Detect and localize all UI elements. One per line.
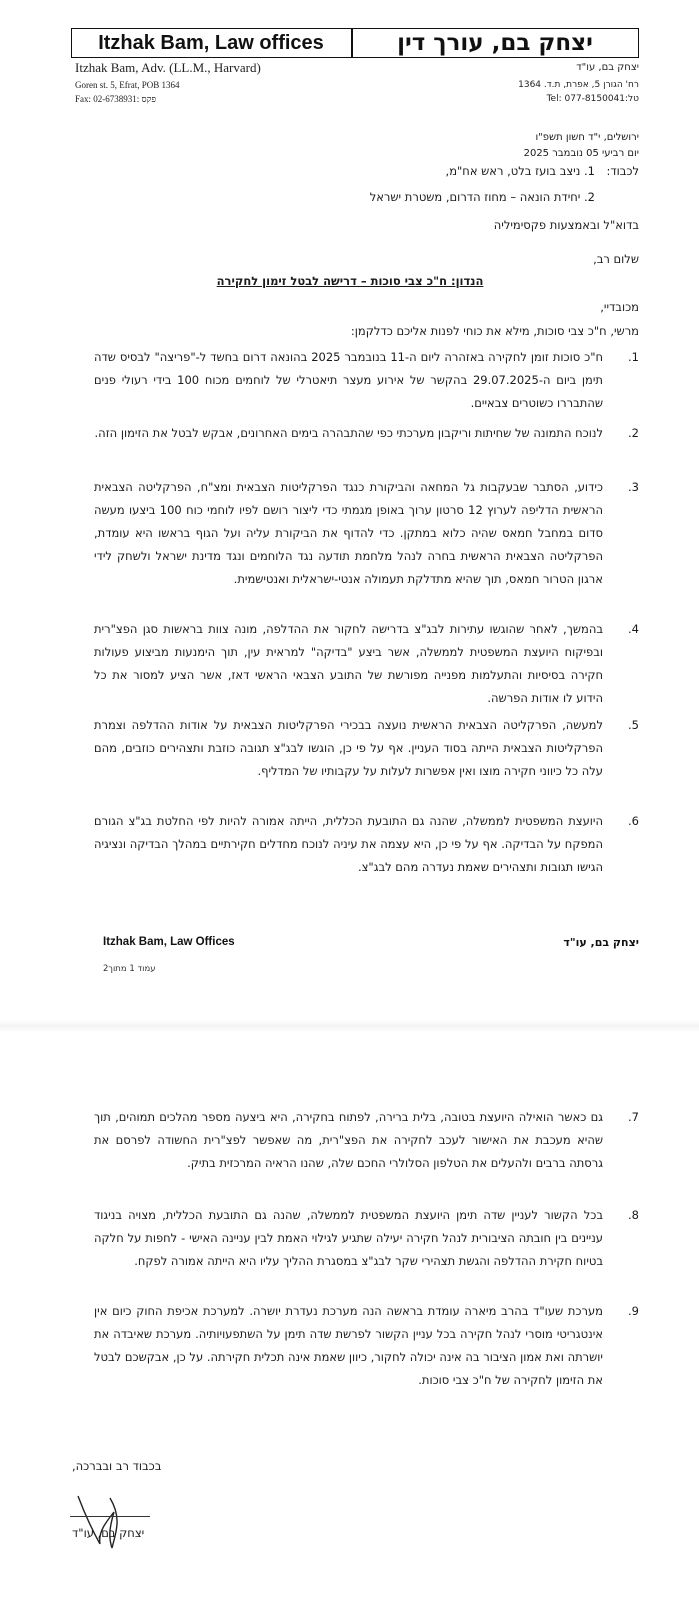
paragraph-9: 9. מערכת שעו"ד בהרב מיארה עומדת בראשה הנה מערכת נעדרת יושרה. למערכת אכיפת החוק כיום אין אינטגריטי מוסרי לנהל חקירה בכל עניין הקשור לפרשת שדה תימן על השתפעויותיה. מערכת שאיבדה את יושרתה ואת אמון הציבור בה אינה יכולה לחקור, כיוון שאמת אינה תכלית חקירתה. על כן, אבקשכם לבטל את הזימון לחקירה של ח"כ צבי סוכות.	[94, 1304, 639, 1387]
paragraph-3: 3. כידוע, הסתבר שבעקבות גל המחאה והביקורת כנגד הפרקליטות הצבאית ומצ"ח, הפרקליטה הצבאית הראשית הדליפה לערוץ 12 סרטון ערוך באופן מגמתי כדי ליצור רושם לפיו לוחמי כוח 100 ביצעו מעשה סדום במחבל חמאס שהיה כלוא במתקן. כדי להדוף את הביקורת עליה ועל הגוף בראשו היא עומדת, הפרקליטה הצבאית הראשית בחרה לנהל מלחמת תודעה נגד הלוחמים ונגד מדינת ישראל ולשחק לידי ארגון הטרור חמאס, תוך שהיא מתדלקת תעמולה אנטי-ישראלית ואנטישמית.	[94, 480, 639, 586]
tel-number: Tel: 077-8150041:טל	[546, 94, 639, 104]
paragraph-6: 6. היועצת המשפטית לממשלה, שהנה גם התובעת הכללית, הייתה אמורה להיות לפי החלטת בג"צ הגורם המפקח על הבדיקה. אף על פי כן, היא עצמה את עיניה לנוכח מחדלים חקירתיים במהלך הבדיקה ונציגיה הגישו תגובות ותצהירים שאמת נעדרה מהם לבג"צ.	[94, 814, 639, 874]
hebrew-date: ירושלים, י"ד חשון תשפ"ו	[535, 132, 639, 143]
firm-name-hebrew: יצחק בם, עורך דין	[397, 30, 593, 56]
paragraph-2: 2. לנוכח התמונה של שחיתות וריקבון מערכתי כפי שהתבהרה בימים האחרונים, אבקש לבטל את הזימון הזה.	[94, 426, 639, 440]
gregorian-date: יום רביעי 05 נובמבר 2025	[523, 148, 639, 159]
paragraph-5: 5. למעשה, הפרקליטה הצבאית הראשית נועצה בבכירי הפרקליטות הצבאית על אודות ההדלפה וצמרת הפרקליטות הצבאית הייתה בסוד העניין. אף על פי כן, הוגשו לבג"צ תגובה כוזבת ותצהירים כוזבים, מהם עלה כל כיווני חקירה מוצו ואין אפשרות לעלות על עקבותיו של המדליף.	[94, 718, 639, 778]
greeting: שלום רב,	[593, 252, 639, 266]
signature-line	[70, 1516, 150, 1517]
fax-number: Fax: 02-6738931: פקס	[75, 94, 157, 104]
footer-firm-hebrew: יצחק בם, עו"ד	[563, 936, 639, 949]
lawyer-name-english: Itzhak Bam, Adv. (LL.M., Harvard)	[75, 60, 261, 75]
signature-name: יצחק בם, עו"ד	[72, 1526, 145, 1540]
address-english: Goren st. 5, Efrat, POB 1364	[75, 80, 180, 90]
subject-line: הנדון: ח"כ צבי סוכות – דרישה לבטל זימון לחקירה	[216, 274, 484, 288]
paragraph-4: 4. בהמשך, לאחר שהוגשו עתירות לבג"צ בדרישה לחקור את ההדלפה, מונה צוות בראשות סגן הפצ"רית ובפיקוח היועצת המשפטית לממשלה, אשר ביצע "בדיקה" למראית עין, תוך הימנעות מביצוע פעולות חקירה בסיסיות והתעלמות מפנייה מפורשת של התובע הצבאי הראשי דאז, אשר הציע למסור את כל הידוע לו אודות הפרשה.	[94, 622, 639, 705]
lawyer-name-hebrew: יצחק בם, עו"ד	[576, 62, 639, 73]
delivery-method: בדוא"ל ובאמצעות פקסימיליה	[493, 218, 639, 232]
firm-name-english: Itzhak Bam, Law offices	[98, 32, 324, 54]
salutation: מכובדיי,	[600, 300, 639, 314]
recipient-1: 1. ניצב בועז בלט, ראש אח"מ,	[445, 164, 595, 178]
page-number: עמוד 1 מתוך2	[103, 964, 156, 974]
closing: בכבוד רב ובברכה,	[72, 1459, 162, 1473]
intro-line: מרשי, ח"כ צבי סוכות, מילא את כוחי לפנות אליכם כדלקמן:	[350, 324, 639, 338]
paragraph-7: 7. גם כאשר הואילה היועצת בטובה, בלית ברירה, לפתוח בחקירה, היא ביצעה מספר מהלכים תמוהים, תוך שהיא מעכבת את האישור לעכב לחקירה את הפצ"רית, מה שאפשר לפצ"רית החשודה לפרסם את גרסתה ברבים ולהעלים את הטלפון הסלולרי החכם שלה, שהנו הראיה המרכזית בתיק.	[94, 1110, 639, 1170]
page-break	[0, 1020, 699, 1032]
recipients-label: לכבוד:	[606, 164, 639, 178]
address-hebrew: רח' הגורן 5, אפרת, ת.ד. 1364	[518, 80, 639, 90]
footer-firm-english: Itzhak Bam, Law Offices	[103, 936, 235, 948]
recipient-2: 2. יחידת הונאה – מחוז הדרום, משטרת ישראל	[369, 190, 595, 204]
paragraph-8: 8. בכל הקשור לעניין שדה תימן היועצת המשפטית לממשלה, שהנה גם התובעת הכללית, מצויה בניגוד עניינים בין חובתה הציבורית לנהל חקירה יעילה שתגיע לגילוי האמת לבין עניינה האישי - לחפות על חלקה בטיוח חקירת ההדלפה והגשת תצהירי שקר לבג"צ במסגרת ההליך עליו היא הייתה אמורה לפקח.	[94, 1208, 639, 1268]
paragraph-1: 1. ח"כ סוכות זומן לחקירה באזהרה ליום ה-11 בנובמבר 2025 בהונאה דרום בחשד ל-"פריצה" לבסיס שדה תימן ביום ה-29.07.2025 בהקשר של אירוע מעצר תיאטרלי של לוחמים מכוח 100 בידי רעולי פנים שהתבררו כשוטרים צבאיים.	[94, 350, 639, 410]
